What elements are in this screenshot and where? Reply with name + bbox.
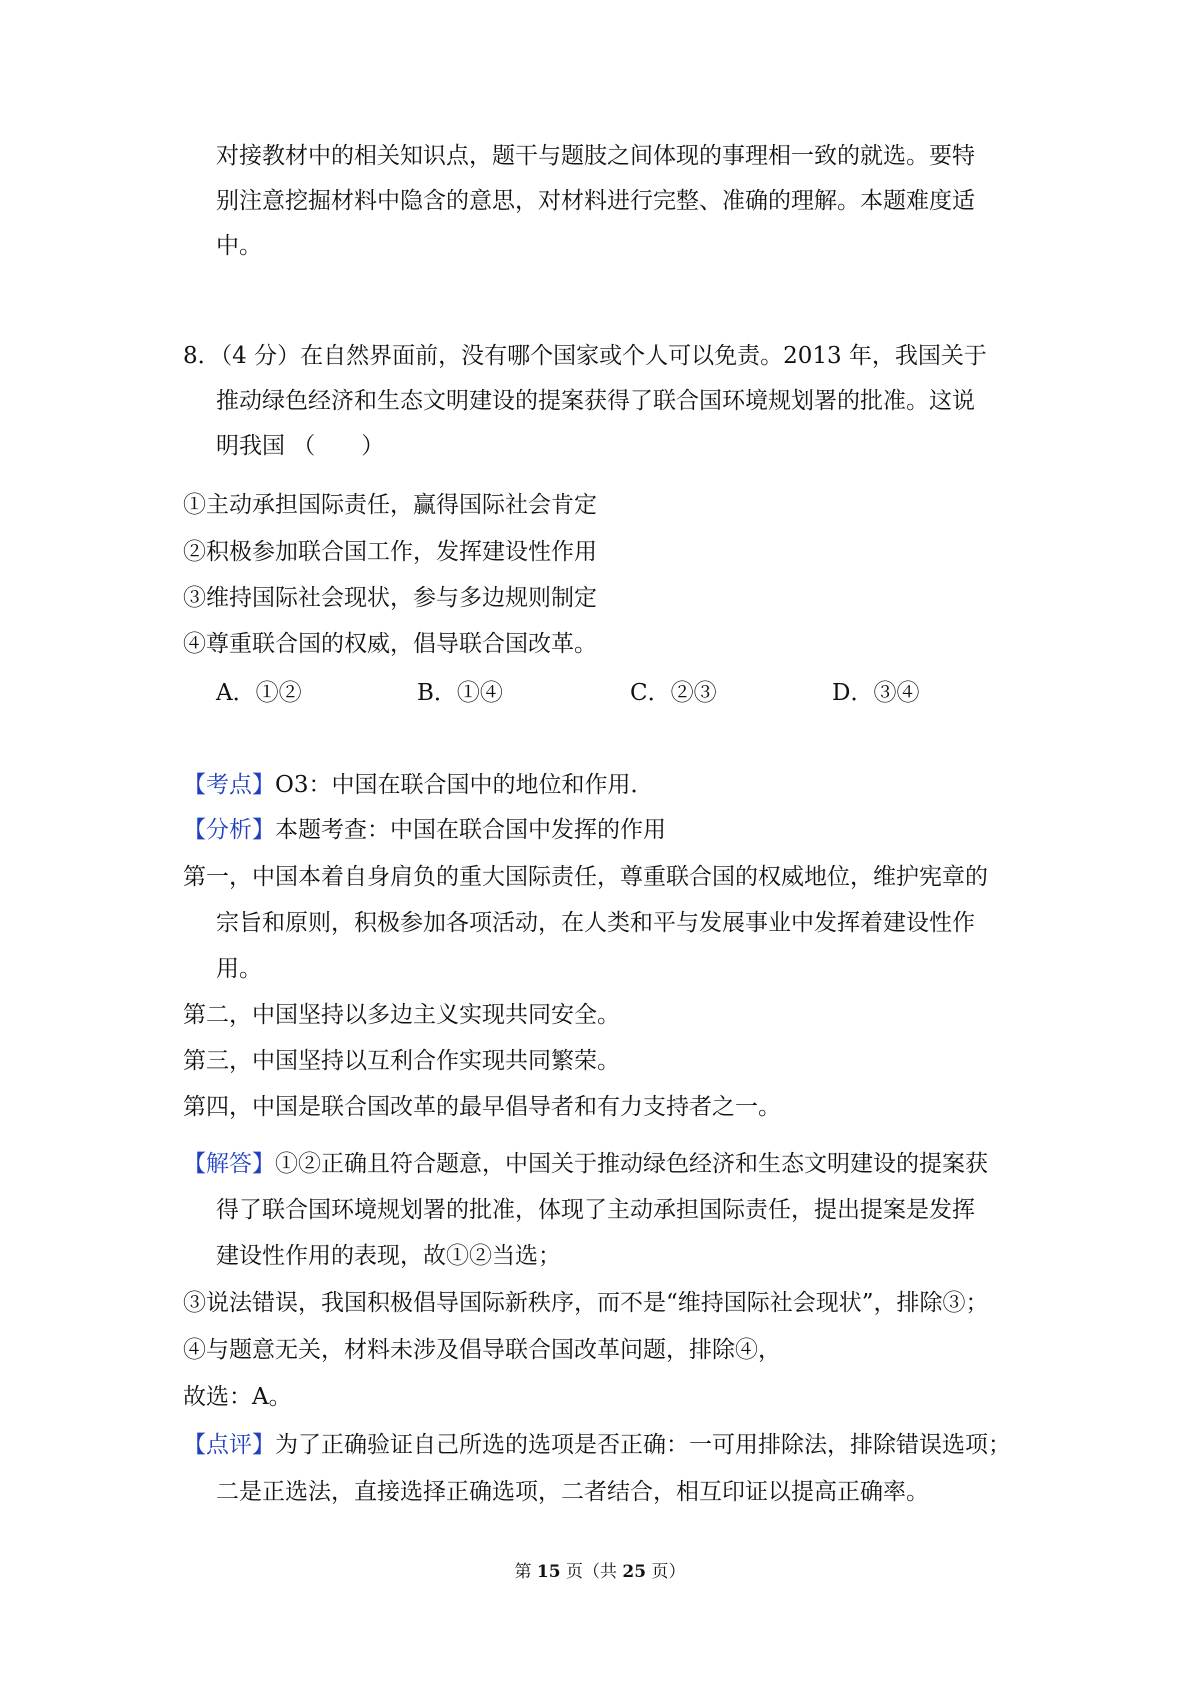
option-a: A．①② (216, 680, 302, 706)
analysis-point: 第二，中国坚持以多边主义实现共同安全。 (183, 1002, 620, 1028)
option-d: D．③④ (832, 680, 920, 706)
footer-prefix: 第 (514, 1562, 537, 1582)
jieda-tag: 【解答】 (183, 1151, 275, 1177)
jieda-line: ③说法错误，我国积极倡导国际新秩序，而不是“维持国际社会现状”，排除③； (183, 1290, 989, 1316)
question-stem: 8．（4 分）在自然界面前，没有哪个国家或个人可以免责。2013 年，我国关于 (183, 343, 987, 369)
jieda-line (183, 1149, 988, 1179)
answer-line: 故选：A。 (183, 1384, 292, 1410)
option-b: B．①④ (417, 680, 503, 706)
jieda-line: 建设性作用的表现，故①②当选； (216, 1243, 561, 1269)
question-stem: 推动绿色经济和生态文明建设的提案获得了联合国环境规划署的批准。这说 (216, 388, 975, 414)
dianping-tag: 【点评】 (183, 1432, 275, 1458)
fenxi-line (183, 815, 666, 845)
analysis-point: 第一，中国本着自身肩负的重大国际责任，尊重联合国的权威地位，维护宪章的 (183, 864, 988, 890)
analysis-point: 用。 (216, 956, 262, 982)
page-number: 15 (536, 1562, 561, 1582)
dianping-text: 为了正确验证自己所选的选项是否正确：一可用排除法，排除错误选项； (275, 1432, 1011, 1458)
question-stem: 明我国 （ ） (216, 433, 385, 459)
analysis-point: 第四，中国是联合国改革的最早倡导者和有力支持者之一。 (183, 1094, 781, 1120)
analysis-point: 宗旨和原则，积极参加各项活动，在人类和平与发展事业中发挥着建设性作 (216, 910, 975, 936)
intro-line: 对接教材中的相关知识点，题干与题肢之间体现的事理相一致的就选。要特 (216, 143, 975, 169)
footer-suffix: 页） (646, 1562, 686, 1582)
analysis-point: 第三，中国坚持以互利合作实现共同繁荣。 (183, 1048, 620, 1074)
jieda-text: ①②正确且符合题意，中国关于推动绿色经济和生态文明建设的提案获 (275, 1151, 988, 1177)
intro-line: 中。 (216, 233, 262, 259)
statement-3: ③维持国际社会现状，参与多边规则制定 (183, 585, 597, 611)
page-footer (0, 1560, 1200, 1584)
fenxi-text: 本题考查：中国在联合国中发挥的作用 (275, 817, 666, 843)
fenxi-tag: 【分析】 (183, 817, 275, 843)
kaodian-text: O3：中国在联合国中的地位和作用． (275, 772, 654, 798)
jieda-line: ④与题意无关，材料未涉及倡导联合国改革问题，排除④， (183, 1337, 781, 1363)
kaodian-line (183, 770, 654, 800)
statement-1: ①主动承担国际责任，赢得国际社会肯定 (183, 492, 597, 518)
statement-4: ④尊重联合国的权威，倡导联合国改革。 (183, 631, 597, 657)
dianping-line: 二是正选法，直接选择正确选项，二者结合，相互印证以提高正确率。 (216, 1479, 929, 1505)
option-c: C．②③ (630, 680, 717, 706)
jieda-line: 得了联合国环境规划署的批准，体现了主动承担国际责任，提出提案是发挥 (216, 1197, 975, 1223)
kaodian-tag: 【考点】 (183, 772, 275, 798)
dianping-line (183, 1430, 1011, 1460)
page-total: 25 (622, 1562, 647, 1582)
intro-line: 别注意挖掘材料中隐含的意思，对材料进行完整、准确的理解。本题难度适 (216, 188, 975, 214)
statement-2: ②积极参加联合国工作，发挥建设性作用 (183, 539, 597, 565)
footer-middle: 页（共 (560, 1562, 623, 1582)
